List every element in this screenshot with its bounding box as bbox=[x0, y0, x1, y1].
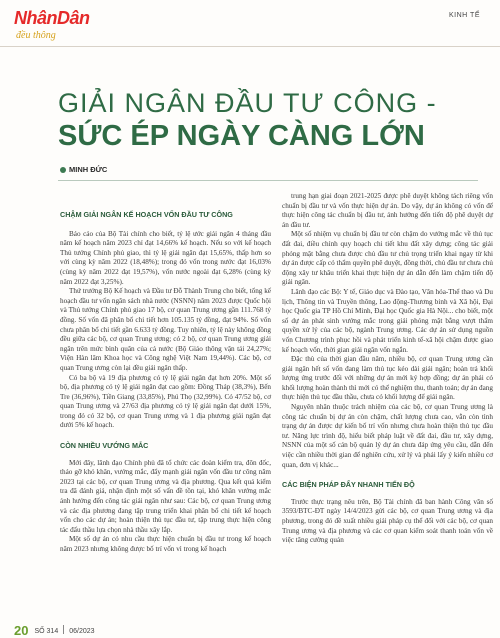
paragraph: Nguyên nhân thuộc trách nhiệm của các bộ, cơ quan Trung ương là công tác chuẩn bị dự án còn chậm, chất lượng chưa cao, vẫn còn tình trạng dự án được dự kiến bố trí vốn nhưng chưa hoàn thiện thủ tục đầu tư. Năng lực trình độ, hiểu biết pháp luật về đất đai, đầu tư, xây dựng, NSNN của một số cán bộ quản lý dự án chưa đáp ứng yêu cầu, dẫn đến việc cần nhiều thời gian để nghiên cứu, xử lý và phải lấy ý kiến nhiều cơ quan, đơn vị khác... bbox=[282, 403, 493, 469]
masthead-logo bbox=[14, 8, 90, 48]
article-column-left bbox=[60, 192, 271, 555]
logo-title: NhânDân bbox=[14, 8, 90, 28]
section-label: KINH TẾ bbox=[449, 12, 480, 19]
issue-number: SỐ 314 bbox=[34, 628, 59, 635]
paragraph: Có ba bộ và 19 địa phương có tỷ lệ giải ngân đạt hơn 20%. Một số bộ, địa phương có tỷ lệ giải ngân đạt cao gồm: Đồng Tháp (38,3%), Bến Tre (36,96%), Tiền Giang (33,85%), Phú Thọ (32,99%). Có 47/52 bộ, cơ quan Trung ương và 27/63 địa phương có tỷ lệ giải ngân đạt dưới 15%, trong đó có 32 bộ, cơ quan Trung ương và 1 địa phương giải ngân đạt dưới 5% kế hoạch. bbox=[60, 373, 271, 430]
paragraph: Trước thực trạng nêu trên, Bộ Tài chính đã ban hành Công văn số 3593/BTC-ĐT ngày 14/4/2023 gửi các bộ, cơ quan Trung ương và địa phương, trong đó đề xuất nhiều giải pháp cụ thể đối với các bộ, cơ quan Trung ương và địa phương và các cơ quan kiểm soát thanh toán vốn về việc tăng cường quản bbox=[282, 497, 493, 545]
header-divider bbox=[0, 46, 500, 47]
paragraph: Đặc thù của thời gian đầu năm, nhiều bộ, cơ quan Trung ương cần giải ngân hết số vốn đang làm thủ tục kéo dài giải ngân; hoàn trả khối lượng ứng trước đối với những dự án mới ký hợp đồng; dự án phải có khối lượng hoàn thành thì mới có thể nghiệm thu, thanh toán; dự án đang thực hiện thủ tục đầu thầu, chưa có khối lượng để giải ngân. bbox=[282, 355, 493, 402]
paragraph: Mới đây, lãnh đạo Chính phủ đã tổ chức các đoàn kiểm tra, đôn đốc, tháo gỡ khó khăn, vướng mắc, đẩy mạnh giải ngân vốn đầu tư công năm 2023 tại các bộ, cơ quan Trung ương và địa phương. Qua kết quả kiểm tra đã đánh giá, nhận định một số vấn đề tồn tại, khó khăn vướng mắc ảnh hưởng đến công tác giải ngân như sau: Các bộ, cơ quan Trung ương và các địa phương đang tập trung triển khai phân bổ chi tiết kế hoạch vốn cho các dự án; hoàn thiện thủ tục đầu tư, tập trung thực hiện công tác đấu thầu lựa chọn nhà thầu xây lắp. bbox=[60, 458, 271, 534]
paragraph: trung hạn giai đoạn 2021-2025 được phê duyệt không tách riêng vốn chuẩn bị đầu tư và vốn thực hiện dự án. Do vậy, dự án không có vốn để thực hiện công tác chuẩn bị đầu tư, ảnh hưởng đến tiến độ phê duyệt dự án đầu tư. bbox=[282, 192, 493, 229]
paragraph: Một số dự án có nhu cầu thực hiện chuẩn bị đầu tư trong kế hoạch năm 2023 nhưng không được bố trí vốn vì trong kế hoạch bbox=[60, 535, 271, 553]
subheading-obstacles: CÒN NHIỀU VƯỚNG MẮC bbox=[60, 441, 149, 451]
page-footer bbox=[14, 623, 95, 638]
bullet-icon bbox=[60, 167, 66, 173]
headline-line-2: SỨC ÉP NGÀY CÀNG LỚN bbox=[58, 120, 425, 152]
paragraph: Báo cáo của Bộ Tài chính cho biết, tỷ lệ ước giải ngân 4 tháng đầu năm kế hoạch năm 2023 chỉ đạt 14,66% kế hoạch. Nếu so với kế hoạch Thủ tướng Chính phủ giao, thì tỷ lệ giải ngân đạt 15,65%, thấp hơn so với cùng kỳ năm 2022 (18,48%); trong đó vốn trong nước đạt 16,03% (cùng kỳ năm 2022 đạt 19,57%), vốn nước ngoài đạt 6,28% (cùng kỳ năm 2022 đạt 3,25%). bbox=[60, 229, 271, 286]
logo-subtitle: đều thông bbox=[16, 30, 56, 41]
footer-separator bbox=[63, 625, 64, 634]
subheading-slow-disbursement: CHẬM GIẢI NGÂN KẾ HOẠCH VỐN ĐẦU TƯ CÔNG bbox=[60, 210, 233, 219]
byline bbox=[60, 165, 107, 174]
paragraph: Thứ trưởng Bộ Kế hoạch và Đầu tư Đỗ Thành Trung cho biết, tổng kế hoạch đầu tư vốn ngân sách nhà nước (NSNN) năm 2023 được Quốc hội và Thủ tướng Chính phủ giao 17 bộ, cơ quan Trung ương gần 111.768 tỷ đồng. Số vốn đã phân bổ chi tiết hơn 105.135 tỷ đồng, đạt 94%. Số vốn chưa phân bổ chi tiết gần 6.633 tỷ đồng. Tuy nhiên, tỷ lệ này không đồng đều giữa các bộ, cơ quan Trung ương; có 2 bộ, cơ quan Trung ương giải ngân trên mức bình quân của cả nước (Bộ Giáo thông vận tải 24,27%; Viện Hàn lâm Khoa học và Công nghệ Việt Nam 19,44%). Các bộ, cơ quan Trung ương còn lại đều giải ngân thấp. bbox=[60, 287, 271, 372]
page-number: 20 bbox=[14, 623, 29, 638]
headline-line-1: GIẢI NGÂN ĐẦU TƯ CÔNG - bbox=[58, 88, 437, 118]
author-name: MINH ĐỨC bbox=[69, 165, 108, 174]
paragraph: Một số nhiệm vụ chuẩn bị đầu tư còn chậm do vướng mắc về thủ tục đất đai, điều chỉnh quy hoạch chi tiết khu đất xây dựng; công tác giải phóng mặt bằng chưa được chủ đầu tư chủ trọng triển khai ngay từ khi dự án được cấp có thẩm quyền phê duyệt, đồng thời, chủ đầu tư chưa chủ động xây tư khâu triển khai thực hiện dự án dẫn đến làm chậm tiến độ giải ngân. bbox=[282, 230, 493, 287]
paragraph: Lãnh đạo các Bộ: Y tế, Giáo dục và Đào tạo, Văn hóa-Thể thao và Du lịch, Thông tin và Truyền thông, Lao động-Thương binh và Xã hội, Đại học Quốc gia TP Hồ Chí Minh, Đại học Quốc gia Hà Nội... cho biết, một số dự án phát sinh vướng mắc trong giải phóng mặt bằng vượt thẩm quyền xử lý của các bộ, ngành Trung ương. Các dự án sử dụng nguồn vốn Chương trình phục hồi và phát triển kinh tế-xã hội chậm được giao kế hoạch vốn, thời gian giải ngân vốn ngắn. bbox=[282, 287, 493, 354]
article-column-right bbox=[282, 192, 493, 546]
subheading-measures: CÁC BIỆN PHÁP ĐẨY NHANH TIẾN ĐỘ bbox=[282, 480, 415, 490]
issue-date: 06/2023 bbox=[69, 628, 95, 635]
byline-divider bbox=[58, 180, 478, 181]
